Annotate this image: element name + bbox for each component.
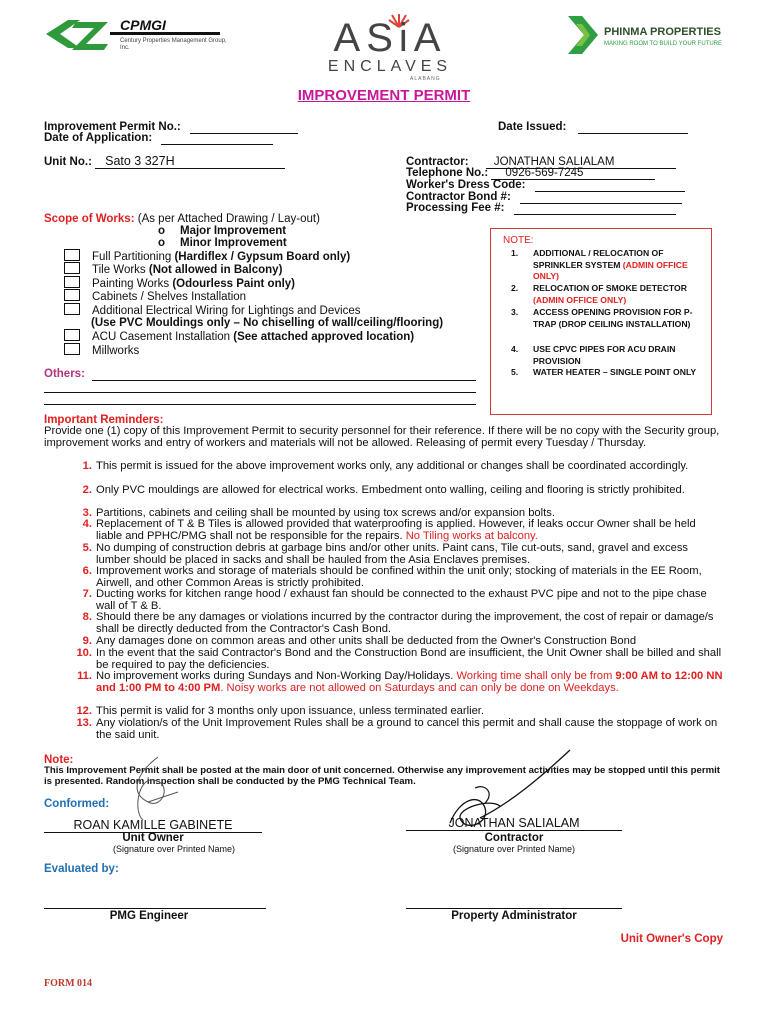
- page-title: IMPROVEMENT PERMIT: [297, 87, 471, 104]
- phinma-logo-text: PHINMA PROPERTIES: [604, 26, 721, 38]
- scope-item-cabinets[interactable]: Cabinets / Shelves Installation: [64, 289, 246, 303]
- owner-name[interactable]: ROAN KAMILLE GABINETE: [44, 818, 262, 833]
- bond-field[interactable]: Contractor Bond #:: [406, 191, 682, 204]
- owner-signature-scribble: [118, 752, 198, 822]
- contractor-value: JONATHAN SALIALAM: [486, 156, 676, 169]
- dress-code-field[interactable]: Worker's Dress Code:: [406, 179, 685, 192]
- contractor-sub: (Signature over Printed Name): [452, 844, 576, 854]
- contractor-title: Contractor: [484, 832, 544, 844]
- permit-no-field[interactable]: Improvement Permit No.:: [44, 121, 298, 134]
- reminders-intro: Provide one (1) copy of this Improvement Permit to security personnel for their reference. If there will be no copy with the Security group, improvement works and entry of workers and materials will not be allowed. Releasing of permit every Tuesday / Thursday.: [44, 425, 720, 449]
- conformed-label: Conformed:: [44, 798, 110, 810]
- checkbox[interactable]: [64, 329, 80, 341]
- date-application-field[interactable]: Date of Application:: [44, 132, 273, 145]
- unit-no-field[interactable]: Unit No.: Sato 3 327H: [44, 154, 285, 169]
- major-improvement-option[interactable]: o Major Improvement: [158, 225, 287, 237]
- contractor-name[interactable]: JONATHAN SALIALAM: [406, 816, 622, 831]
- processing-fee-field[interactable]: Processing Fee #:: [406, 202, 676, 215]
- checkbox[interactable]: [64, 249, 80, 261]
- phinma-logo: [568, 16, 758, 56]
- phinma-logo-tagline: MAKING ROOM TO BUILD YOUR FUTURE: [604, 41, 723, 47]
- owner-sub: (Signature over Printed Name): [112, 844, 236, 854]
- final-note-label: Note:: [44, 754, 74, 766]
- others-line[interactable]: [92, 380, 476, 381]
- scope-item-electrical-note: (Use PVC Mouldings only – No chiselling of wall/ceiling/flooring): [91, 317, 444, 329]
- others-line[interactable]: [44, 392, 476, 393]
- scope-item-partitioning[interactable]: Full Partitioning (Hardiflex / Gypsum Board only): [64, 249, 350, 263]
- scope-item-millworks[interactable]: Millworks: [64, 343, 139, 357]
- checkbox[interactable]: [64, 343, 80, 355]
- others-line[interactable]: [44, 404, 476, 405]
- final-note-text: This Improvement Permit shall be posted at the main door of unit concerned. Otherwise any improvement activities may be stopped until this permit is presented. Random inspection shall be conducted by the PMG Technical Team.: [44, 765, 720, 787]
- form-number: FORM 014: [44, 978, 93, 989]
- admin-title: Property Administrator: [451, 910, 577, 922]
- date-issued-field[interactable]: Date Issued:: [498, 121, 688, 134]
- telephone-field[interactable]: Telephone No.: 0926-569-7245: [406, 167, 655, 180]
- scope-item-painting[interactable]: Painting Works (Odourless Paint only): [64, 276, 295, 290]
- engineer-signature-line[interactable]: [44, 908, 266, 909]
- checkbox[interactable]: [64, 276, 80, 288]
- cpmgi-logo-text: CPMGI: [120, 17, 166, 33]
- contractor-field[interactable]: Contractor: JONATHAN SALIALAM: [406, 156, 676, 169]
- phinma-arrow-icon: [568, 16, 602, 54]
- reminders-label: Important Reminders:: [44, 414, 164, 426]
- note-box: NOTE: 1. ADDITIONAL / RELOCATION OF SPRINKLER SYSTEM (ADMIN OFFICE ONLY) 2. RELOCATION OF SMOKE DETECTOR (ADMIN OFFICE ONLY) 3. ACCESS OPENING PROVISION FOR P-TRAP (DROP CEILING INSTALLATION) 4. USE CPVC PIPES FOR ACU DRAIN PROVISION 5. WATER HEATER – SINGLE POINT ONLY: [490, 228, 712, 415]
- evaluated-label: Evaluated by:: [44, 863, 119, 875]
- telephone-value: 0926-569-7245: [491, 167, 655, 180]
- engineer-title: PMG Engineer: [109, 910, 189, 922]
- cpmgi-logo-sub: Century Properties Management Group, Inc.: [120, 38, 227, 51]
- owner-title: Unit Owner: [122, 832, 184, 844]
- admin-signature-line[interactable]: [406, 908, 622, 909]
- asia-logo-main: ASiA: [333, 16, 447, 60]
- asia-enclaves-logo: [300, 8, 480, 82]
- others-label: Others:: [44, 368, 85, 380]
- scope-item-tile-works[interactable]: Tile Works (Not allowed in Balcony): [64, 262, 282, 276]
- unit-no-value: Sato 3 327H: [95, 154, 285, 169]
- scope-item-electrical[interactable]: Additional Electrical Wiring for Lightings and Devices: [64, 303, 360, 317]
- scope-item-acu[interactable]: ACU Casement Installation (See attached approved location): [64, 329, 414, 343]
- copy-label: Unit Owner's Copy: [620, 933, 723, 945]
- asia-logo-loc: ALABANG: [410, 76, 441, 82]
- cpmgi-logo: [46, 14, 236, 54]
- asia-logo-sub: ENCLAVES: [327, 58, 453, 75]
- scope-of-works-label: Scope of Works: (As per Attached Drawing / Lay-out): [44, 213, 320, 225]
- checkbox[interactable]: [64, 289, 80, 301]
- checkbox[interactable]: [64, 262, 80, 274]
- note-box-header: NOTE:: [503, 235, 534, 246]
- checkbox[interactable]: [64, 303, 80, 315]
- minor-improvement-option[interactable]: o Minor Improvement: [158, 237, 287, 249]
